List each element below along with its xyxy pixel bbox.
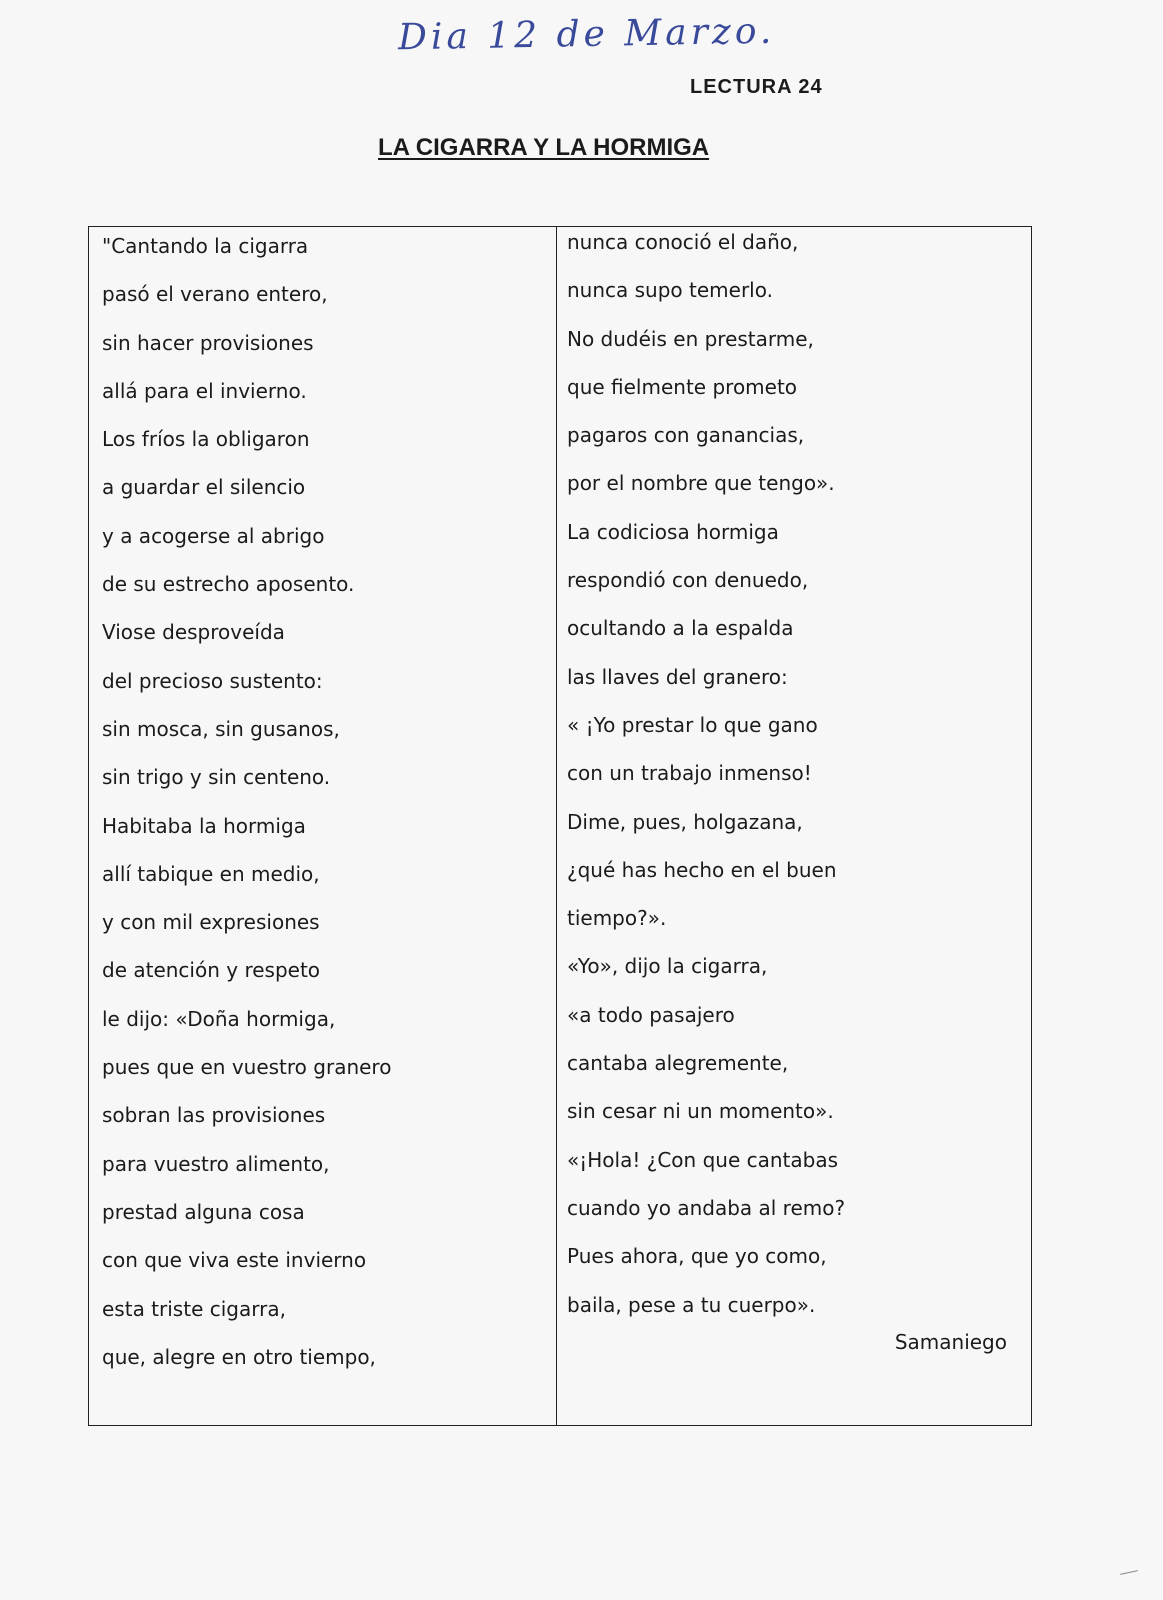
poem-line: No dudéis en prestarme, — [567, 326, 814, 351]
poem-right-column — [567, 227, 845, 1338]
author-signature: Samaniego — [894, 1330, 1007, 1354]
poem-line: sin hacer provisiones — [102, 330, 314, 355]
poem-line: respondió con denuedo, — [567, 568, 809, 593]
handwritten-date: Dia 12 de Marzo. — [397, 10, 776, 59]
poem-line: nunca conoció el daño, — [567, 230, 799, 254]
poem-line: sin cesar ni un momento». — [567, 1099, 834, 1124]
poem-line: «Yo», dijo la cigarra, — [567, 954, 768, 979]
poem-line: sin trigo y sin centeno. — [102, 765, 331, 790]
poem-line: ocultando a la espalda — [567, 616, 794, 641]
poem-line: "Cantando la cigarra — [102, 234, 309, 258]
poem-line: con que viva este invierno — [102, 1248, 367, 1273]
poem-line: y a acogerse al abrigo — [102, 523, 325, 548]
lectura-number: LECTURA 24 — [690, 76, 823, 98]
poem-line: que fielmente prometo — [567, 374, 798, 399]
poem-line: pagaros con ganancias, — [567, 423, 805, 448]
poem-left-column — [102, 231, 391, 1390]
poem-line: prestad alguna cosa — [102, 1199, 305, 1224]
poem-line: con un trabajo inmenso! — [567, 761, 812, 786]
poem-line: cantaba alegremente, — [567, 1051, 789, 1076]
poem-line: pues que en vuestro granero — [102, 1055, 392, 1080]
poem-line: sin mosca, sin gusanos, — [102, 716, 340, 741]
poem-line: del precioso sustento: — [102, 668, 323, 693]
poem-line: ¿qué has hecho en el buen — [567, 857, 837, 882]
poem-line: allí tabique en medio, — [102, 861, 320, 886]
poem-line: Pues ahora, que yo como, — [567, 1244, 827, 1269]
poem-line: sobran las provisiones — [102, 1103, 326, 1128]
poem-line: le dijo: «Doña hormiga, — [102, 1006, 336, 1031]
poem-line: cuando yo andaba al remo? — [567, 1195, 846, 1220]
poem-line: tiempo?». — [567, 906, 667, 931]
column-divider — [556, 227, 557, 1425]
poem-line: las llaves del granero: — [567, 664, 788, 689]
poem-line: que, alegre en otro tiempo, — [102, 1344, 376, 1369]
poem-line: Dime, pues, holgazana, — [567, 809, 803, 834]
poem-line: de atención y respeto — [102, 958, 321, 983]
poem-line: por el nombre que tengo». — [567, 471, 835, 496]
poem-line: de su estrecho aposento. — [102, 572, 355, 597]
poem-line: nunca supo temerlo. — [567, 278, 773, 303]
poem-line: «a todo pasajero — [567, 1002, 735, 1027]
poem-box — [88, 226, 1032, 1426]
poem-line: Los fríos la obligaron — [102, 427, 310, 452]
poem-line: y con mil expresiones — [102, 910, 320, 935]
poem-line: esta triste cigarra, — [102, 1296, 286, 1321]
poem-line: Viose desproveída — [102, 620, 285, 645]
poem-line: La codiciosa hormiga — [567, 519, 779, 544]
poem-line: «¡Hola! ¿Con que cantabas — [567, 1147, 838, 1172]
poem-line: « ¡Yo prestar lo que gano — [567, 712, 818, 737]
page-title: LA CIGARRA Y LA HORMIGA — [378, 134, 710, 161]
poem-line: baila, pese a tu cuerpo». — [567, 1292, 816, 1317]
poem-line: allá para el invierno. — [102, 378, 307, 403]
poem-line: a guardar el silencio — [102, 475, 306, 500]
poem-line: para vuestro alimento, — [102, 1151, 330, 1176]
poem-line: pasó el verano entero, — [102, 282, 328, 307]
poem-line: Habitaba la hormiga — [102, 813, 306, 838]
margin-mark — [1120, 1570, 1138, 1575]
